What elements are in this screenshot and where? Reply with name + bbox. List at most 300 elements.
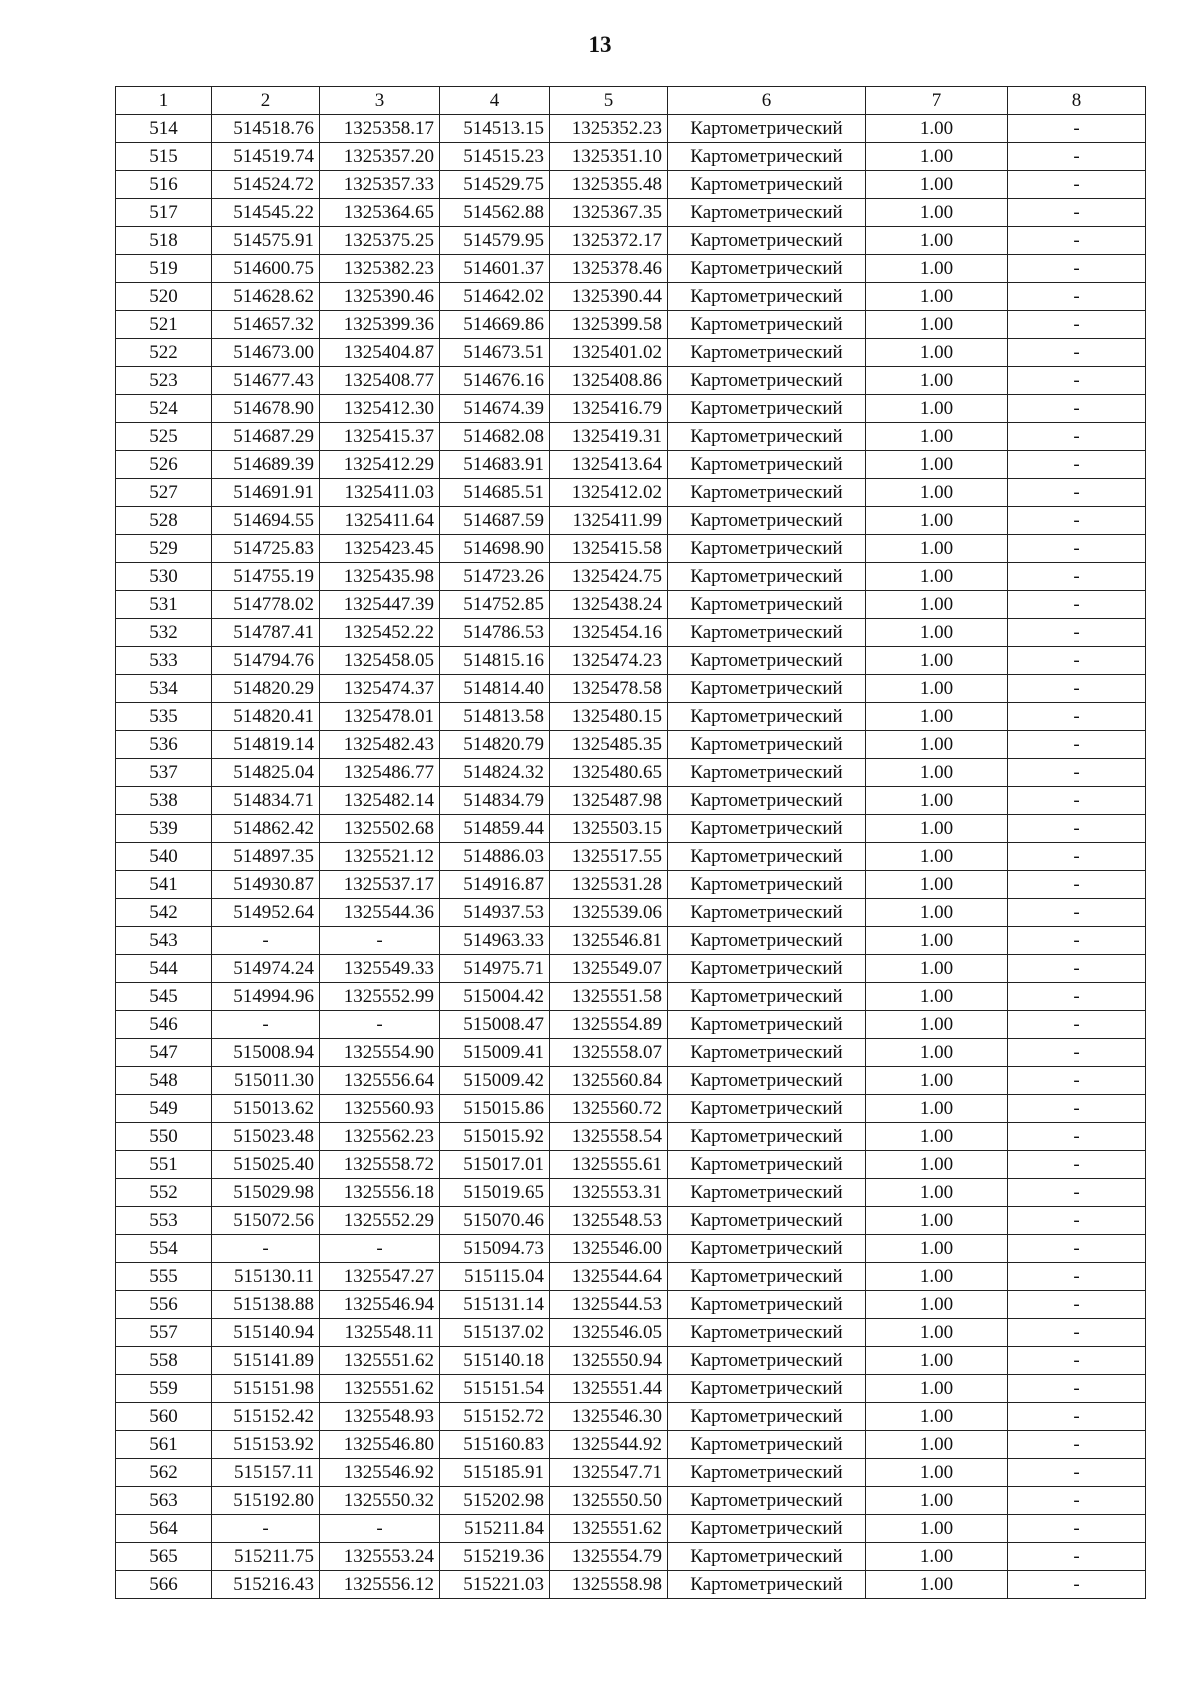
table-cell-col-1: 540 xyxy=(116,843,212,871)
table-cell-col-7: 1.00 xyxy=(866,535,1008,563)
table-cell-col-8: - xyxy=(1008,1263,1146,1291)
table-cell-col-2: 514974.24 xyxy=(212,955,320,983)
table-cell-col-3: 1325412.30 xyxy=(320,395,440,423)
table-cell-col-5: 1325546.30 xyxy=(550,1403,668,1431)
table-cell-col-5: 1325551.58 xyxy=(550,983,668,1011)
table-cell-col-7: 1.00 xyxy=(866,1011,1008,1039)
table-cell-col-7: 1.00 xyxy=(866,1459,1008,1487)
table-cell-col-3: 1325562.23 xyxy=(320,1123,440,1151)
table-cell-col-2: 514691.91 xyxy=(212,479,320,507)
table-row xyxy=(116,1543,1146,1571)
table-cell-col-4: 514834.79 xyxy=(440,787,550,815)
table-cell-col-4: 515219.36 xyxy=(440,1543,550,1571)
table-cell-col-5: 1325487.98 xyxy=(550,787,668,815)
table-cell-col-3: 1325552.99 xyxy=(320,983,440,1011)
table-cell-col-7: 1.00 xyxy=(866,647,1008,675)
table-cell-col-7: 1.00 xyxy=(866,899,1008,927)
table-cell-col-7: 1.00 xyxy=(866,1291,1008,1319)
table-cell-col-5: 1325546.05 xyxy=(550,1319,668,1347)
table-cell-col-8: - xyxy=(1008,423,1146,451)
table-cell-col-8: - xyxy=(1008,983,1146,1011)
table-cell-col-5: 1325485.35 xyxy=(550,731,668,759)
table-cell-col-1: 560 xyxy=(116,1403,212,1431)
table-cell-col-3: - xyxy=(320,1011,440,1039)
table-cell-col-7: 1.00 xyxy=(866,115,1008,143)
table-row xyxy=(116,143,1146,171)
table-cell-col-1: 529 xyxy=(116,535,212,563)
table-cell-col-8: - xyxy=(1008,815,1146,843)
table-cell-col-1: 548 xyxy=(116,1067,212,1095)
table-cell-col-1: 539 xyxy=(116,815,212,843)
table-cell-col-4: 514916.87 xyxy=(440,871,550,899)
table-cell-col-4: 514752.85 xyxy=(440,591,550,619)
table-cell-col-6: Картометрический xyxy=(668,871,866,899)
table-cell-col-4: 514685.51 xyxy=(440,479,550,507)
table-cell-col-2: 514678.90 xyxy=(212,395,320,423)
table-row xyxy=(116,563,1146,591)
table-cell-col-6: Картометрический xyxy=(668,1571,866,1599)
table-cell-col-2: 515157.11 xyxy=(212,1459,320,1487)
table-cell-col-8: - xyxy=(1008,1123,1146,1151)
table-cell-col-7: 1.00 xyxy=(866,1039,1008,1067)
table-row xyxy=(116,815,1146,843)
table-cell-col-1: 546 xyxy=(116,1011,212,1039)
table-cell-col-2: - xyxy=(212,1011,320,1039)
table-cell-col-8: - xyxy=(1008,1291,1146,1319)
table-cell-col-1: 562 xyxy=(116,1459,212,1487)
table-cell-col-5: 1325372.17 xyxy=(550,227,668,255)
table-cell-col-4: 515115.04 xyxy=(440,1263,550,1291)
table-cell-col-2: 515138.88 xyxy=(212,1291,320,1319)
table-cell-col-5: 1325554.89 xyxy=(550,1011,668,1039)
table-cell-col-1: 563 xyxy=(116,1487,212,1515)
table-cell-col-5: 1325408.86 xyxy=(550,367,668,395)
page-number: 13 xyxy=(588,32,612,57)
table-cell-col-7: 1.00 xyxy=(866,1319,1008,1347)
table-cell-col-4: 515211.84 xyxy=(440,1515,550,1543)
table-cell-col-3: 1325556.18 xyxy=(320,1179,440,1207)
table-cell-col-4: 515152.72 xyxy=(440,1403,550,1431)
table-cell-col-1: 518 xyxy=(116,227,212,255)
coordinates-table xyxy=(115,86,1146,1599)
table-cell-col-8: - xyxy=(1008,507,1146,535)
table-cell-col-7: 1.00 xyxy=(866,927,1008,955)
table-row xyxy=(116,451,1146,479)
table-row xyxy=(116,227,1146,255)
table-cell-col-2: 514897.35 xyxy=(212,843,320,871)
table-cell-col-4: 514579.95 xyxy=(440,227,550,255)
table-cell-col-6: Картометрический xyxy=(668,815,866,843)
table-row xyxy=(116,1571,1146,1599)
table-cell-col-8: - xyxy=(1008,675,1146,703)
column-header-6: 6 xyxy=(668,87,866,115)
table-cell-col-8: - xyxy=(1008,955,1146,983)
table-cell-col-4: 515070.46 xyxy=(440,1207,550,1235)
column-header-4: 4 xyxy=(440,87,550,115)
table-cell-col-6: Картометрический xyxy=(668,423,866,451)
table-cell-col-2: 514575.91 xyxy=(212,227,320,255)
table-cell-col-7: 1.00 xyxy=(866,759,1008,787)
column-header-8: 8 xyxy=(1008,87,1146,115)
table-cell-col-1: 514 xyxy=(116,115,212,143)
table-cell-col-3: 1325551.62 xyxy=(320,1347,440,1375)
table-cell-col-3: 1325474.37 xyxy=(320,675,440,703)
table-cell-col-4: 515019.65 xyxy=(440,1179,550,1207)
table-cell-col-7: 1.00 xyxy=(866,675,1008,703)
table-cell-col-4: 514513.15 xyxy=(440,115,550,143)
table-row xyxy=(116,1431,1146,1459)
table-cell-col-8: - xyxy=(1008,1151,1146,1179)
table-cell-col-4: 514824.32 xyxy=(440,759,550,787)
table-cell-col-1: 531 xyxy=(116,591,212,619)
table-cell-col-6: Картометрический xyxy=(668,983,866,1011)
table-cell-col-5: 1325415.58 xyxy=(550,535,668,563)
table-cell-col-6: Картометрический xyxy=(668,1347,866,1375)
table-cell-col-8: - xyxy=(1008,311,1146,339)
table-cell-col-2: 514545.22 xyxy=(212,199,320,227)
table-cell-col-2: 514524.72 xyxy=(212,171,320,199)
table-cell-col-5: 1325551.44 xyxy=(550,1375,668,1403)
table-cell-col-4: 514723.26 xyxy=(440,563,550,591)
table-cell-col-4: 514669.86 xyxy=(440,311,550,339)
table-cell-col-2: 514687.29 xyxy=(212,423,320,451)
table-cell-col-3: 1325357.33 xyxy=(320,171,440,199)
table-cell-col-6: Картометрический xyxy=(668,1179,866,1207)
table-cell-col-2: 514657.32 xyxy=(212,311,320,339)
table-cell-col-6: Картометрический xyxy=(668,563,866,591)
table-cell-col-4: 514698.90 xyxy=(440,535,550,563)
table-cell-col-7: 1.00 xyxy=(866,1515,1008,1543)
table-cell-col-6: Картометрический xyxy=(668,1123,866,1151)
table-cell-col-1: 534 xyxy=(116,675,212,703)
table-cell-col-1: 522 xyxy=(116,339,212,367)
table-cell-col-7: 1.00 xyxy=(866,1571,1008,1599)
table-cell-col-8: - xyxy=(1008,535,1146,563)
table-cell-col-3: 1325552.29 xyxy=(320,1207,440,1235)
table-cell-col-3: 1325415.37 xyxy=(320,423,440,451)
table-cell-col-5: 1325539.06 xyxy=(550,899,668,927)
table-row xyxy=(116,1207,1146,1235)
table-cell-col-2: 515153.92 xyxy=(212,1431,320,1459)
table-row xyxy=(116,311,1146,339)
table-cell-col-5: 1325401.02 xyxy=(550,339,668,367)
table-cell-col-8: - xyxy=(1008,395,1146,423)
table-cell-col-1: 525 xyxy=(116,423,212,451)
table-cell-col-5: 1325424.75 xyxy=(550,563,668,591)
table-cell-col-5: 1325544.92 xyxy=(550,1431,668,1459)
table-cell-col-5: 1325412.02 xyxy=(550,479,668,507)
table-cell-col-6: Картометрический xyxy=(668,1011,866,1039)
table-cell-col-4: 514687.59 xyxy=(440,507,550,535)
table-row xyxy=(116,675,1146,703)
table-cell-col-6: Картометрический xyxy=(668,1263,866,1291)
table-row xyxy=(116,1291,1146,1319)
table-cell-col-2: 515025.40 xyxy=(212,1151,320,1179)
table-cell-col-7: 1.00 xyxy=(866,563,1008,591)
table-cell-col-1: 547 xyxy=(116,1039,212,1067)
table-cell-col-2: - xyxy=(212,927,320,955)
table-row xyxy=(116,955,1146,983)
table-cell-col-8: - xyxy=(1008,1375,1146,1403)
table-cell-col-2: 515141.89 xyxy=(212,1347,320,1375)
table-cell-col-8: - xyxy=(1008,1347,1146,1375)
table-cell-col-1: 543 xyxy=(116,927,212,955)
table-cell-col-5: 1325478.58 xyxy=(550,675,668,703)
table-cell-col-2: 514825.04 xyxy=(212,759,320,787)
table-cell-col-3: 1325399.36 xyxy=(320,311,440,339)
table-cell-col-8: - xyxy=(1008,1403,1146,1431)
table-cell-col-2: 514794.76 xyxy=(212,647,320,675)
table-cell-col-4: 514975.71 xyxy=(440,955,550,983)
table-cell-col-5: 1325547.71 xyxy=(550,1459,668,1487)
table-cell-col-6: Картометрический xyxy=(668,1487,866,1515)
table-cell-col-6: Картометрический xyxy=(668,1403,866,1431)
table-row xyxy=(116,1067,1146,1095)
table-row xyxy=(116,395,1146,423)
table-cell-col-8: - xyxy=(1008,1179,1146,1207)
table-cell-col-1: 532 xyxy=(116,619,212,647)
table-cell-col-6: Картометрический xyxy=(668,591,866,619)
table-cell-col-1: 556 xyxy=(116,1291,212,1319)
table-cell-col-2: 515216.43 xyxy=(212,1571,320,1599)
table-cell-col-3: 1325537.17 xyxy=(320,871,440,899)
table-cell-col-7: 1.00 xyxy=(866,1487,1008,1515)
table-row xyxy=(116,1319,1146,1347)
table-cell-col-3: 1325357.20 xyxy=(320,143,440,171)
table-cell-col-7: 1.00 xyxy=(866,367,1008,395)
table-cell-col-7: 1.00 xyxy=(866,339,1008,367)
table-cell-col-3: 1325478.01 xyxy=(320,703,440,731)
table-cell-col-7: 1.00 xyxy=(866,731,1008,759)
table-cell-col-6: Картометрический xyxy=(668,731,866,759)
table-cell-col-2: 514519.74 xyxy=(212,143,320,171)
table-cell-col-4: 515015.92 xyxy=(440,1123,550,1151)
table-cell-col-4: 514676.16 xyxy=(440,367,550,395)
table-cell-col-8: - xyxy=(1008,1039,1146,1067)
table-cell-col-5: 1325416.79 xyxy=(550,395,668,423)
table-cell-col-8: - xyxy=(1008,731,1146,759)
table-cell-col-1: 565 xyxy=(116,1543,212,1571)
table-cell-col-7: 1.00 xyxy=(866,1431,1008,1459)
table-cell-col-2: 514952.64 xyxy=(212,899,320,927)
table-cell-col-5: 1325550.50 xyxy=(550,1487,668,1515)
table-cell-col-7: 1.00 xyxy=(866,983,1008,1011)
table-cell-col-4: 515009.41 xyxy=(440,1039,550,1067)
table-cell-col-4: 514937.53 xyxy=(440,899,550,927)
column-header-7: 7 xyxy=(866,87,1008,115)
table-cell-col-3: 1325521.12 xyxy=(320,843,440,871)
table-cell-col-7: 1.00 xyxy=(866,1543,1008,1571)
table-cell-col-8: - xyxy=(1008,451,1146,479)
table-cell-col-3: 1325382.23 xyxy=(320,255,440,283)
table-cell-col-6: Картометрический xyxy=(668,255,866,283)
table-row xyxy=(116,927,1146,955)
table-cell-col-3: 1325404.87 xyxy=(320,339,440,367)
table-cell-col-3: 1325546.80 xyxy=(320,1431,440,1459)
table-cell-col-3: 1325447.39 xyxy=(320,591,440,619)
table-cell-col-3: 1325412.29 xyxy=(320,451,440,479)
table-cell-col-8: - xyxy=(1008,199,1146,227)
table-cell-col-4: 514601.37 xyxy=(440,255,550,283)
table-cell-col-4: 514562.88 xyxy=(440,199,550,227)
table-cell-col-4: 514859.44 xyxy=(440,815,550,843)
table-cell-col-4: 514815.16 xyxy=(440,647,550,675)
table-cell-col-2: 515151.98 xyxy=(212,1375,320,1403)
table-cell-col-8: - xyxy=(1008,591,1146,619)
table-cell-col-7: 1.00 xyxy=(866,1123,1008,1151)
header-row xyxy=(116,87,1146,115)
table-cell-col-4: 515004.42 xyxy=(440,983,550,1011)
table-cell-col-4: 514820.79 xyxy=(440,731,550,759)
table-cell-col-4: 515160.83 xyxy=(440,1431,550,1459)
table-cell-col-6: Картометрический xyxy=(668,1067,866,1095)
table-cell-col-7: 1.00 xyxy=(866,1095,1008,1123)
table-cell-col-7: 1.00 xyxy=(866,955,1008,983)
table-row xyxy=(116,507,1146,535)
table-cell-col-2: 514518.76 xyxy=(212,115,320,143)
table-cell-col-5: 1325503.15 xyxy=(550,815,668,843)
table-cell-col-4: 514886.03 xyxy=(440,843,550,871)
table-cell-col-5: 1325480.15 xyxy=(550,703,668,731)
table-cell-col-4: 515015.86 xyxy=(440,1095,550,1123)
table-cell-col-8: - xyxy=(1008,1207,1146,1235)
table-row xyxy=(116,339,1146,367)
table-cell-col-1: 541 xyxy=(116,871,212,899)
table-cell-col-7: 1.00 xyxy=(866,451,1008,479)
table-cell-col-1: 561 xyxy=(116,1431,212,1459)
table-cell-col-1: 550 xyxy=(116,1123,212,1151)
table-cell-col-5: 1325517.55 xyxy=(550,843,668,871)
table-cell-col-1: 554 xyxy=(116,1235,212,1263)
table-row xyxy=(116,871,1146,899)
table-cell-col-3: 1325482.43 xyxy=(320,731,440,759)
table-cell-col-7: 1.00 xyxy=(866,227,1008,255)
table-cell-col-3: 1325546.92 xyxy=(320,1459,440,1487)
table-cell-col-3: 1325486.77 xyxy=(320,759,440,787)
table-cell-col-4: 515137.02 xyxy=(440,1319,550,1347)
table-cell-col-6: Картометрический xyxy=(668,1543,866,1571)
table-cell-col-2: 514673.00 xyxy=(212,339,320,367)
table-cell-col-1: 545 xyxy=(116,983,212,1011)
table-cell-col-2: 514834.71 xyxy=(212,787,320,815)
table-cell-col-7: 1.00 xyxy=(866,1403,1008,1431)
table-cell-col-3: 1325556.12 xyxy=(320,1571,440,1599)
table-cell-col-3: 1325502.68 xyxy=(320,815,440,843)
table-row xyxy=(116,1123,1146,1151)
table-cell-col-3: - xyxy=(320,927,440,955)
table-cell-col-7: 1.00 xyxy=(866,1263,1008,1291)
table-cell-col-7: 1.00 xyxy=(866,703,1008,731)
table-cell-col-6: Картометрический xyxy=(668,647,866,675)
table-cell-col-8: - xyxy=(1008,1543,1146,1571)
column-header-5: 5 xyxy=(550,87,668,115)
table-cell-col-2: 515023.48 xyxy=(212,1123,320,1151)
table-cell-col-1: 535 xyxy=(116,703,212,731)
table-cell-col-6: Картометрический xyxy=(668,1235,866,1263)
table-cell-col-3: 1325408.77 xyxy=(320,367,440,395)
table-cell-col-2: 515192.80 xyxy=(212,1487,320,1515)
table-cell-col-5: 1325553.31 xyxy=(550,1179,668,1207)
table-cell-col-2: 514628.62 xyxy=(212,283,320,311)
table-cell-col-2: 515152.42 xyxy=(212,1403,320,1431)
table-cell-col-5: 1325367.35 xyxy=(550,199,668,227)
table-row xyxy=(116,1039,1146,1067)
table-cell-col-7: 1.00 xyxy=(866,283,1008,311)
table-cell-col-3: 1325411.03 xyxy=(320,479,440,507)
table-cell-col-8: - xyxy=(1008,339,1146,367)
table-cell-col-7: 1.00 xyxy=(866,1347,1008,1375)
table-row xyxy=(116,367,1146,395)
table-cell-col-5: 1325560.72 xyxy=(550,1095,668,1123)
table-cell-col-1: 516 xyxy=(116,171,212,199)
table-cell-col-3: 1325423.45 xyxy=(320,535,440,563)
table-row xyxy=(116,619,1146,647)
table-cell-col-6: Картометрический xyxy=(668,787,866,815)
table-cell-col-3: 1325364.65 xyxy=(320,199,440,227)
table-cell-col-4: 515131.14 xyxy=(440,1291,550,1319)
table-cell-col-4: 514814.40 xyxy=(440,675,550,703)
table-cell-col-6: Картометрический xyxy=(668,227,866,255)
table-cell-col-6: Картометрический xyxy=(668,619,866,647)
table-cell-col-8: - xyxy=(1008,759,1146,787)
table-cell-col-5: 1325551.62 xyxy=(550,1515,668,1543)
table-cell-col-1: 533 xyxy=(116,647,212,675)
table-cell-col-1: 559 xyxy=(116,1375,212,1403)
table-cell-col-5: 1325419.31 xyxy=(550,423,668,451)
table-cell-col-2: 515011.30 xyxy=(212,1067,320,1095)
table-cell-col-5: 1325399.58 xyxy=(550,311,668,339)
table-cell-col-5: 1325544.53 xyxy=(550,1291,668,1319)
table-cell-col-1: 564 xyxy=(116,1515,212,1543)
table-cell-col-3: - xyxy=(320,1515,440,1543)
table-cell-col-1: 553 xyxy=(116,1207,212,1235)
table-row xyxy=(116,759,1146,787)
table-row xyxy=(116,1403,1146,1431)
table-cell-col-2: - xyxy=(212,1235,320,1263)
table-cell-col-2: 514689.39 xyxy=(212,451,320,479)
table-cell-col-2: 515072.56 xyxy=(212,1207,320,1235)
table-cell-col-7: 1.00 xyxy=(866,395,1008,423)
table-cell-col-1: 552 xyxy=(116,1179,212,1207)
table-cell-col-7: 1.00 xyxy=(866,1235,1008,1263)
table-cell-col-7: 1.00 xyxy=(866,171,1008,199)
table-row xyxy=(116,1151,1146,1179)
table-cell-col-8: - xyxy=(1008,479,1146,507)
table-cell-col-1: 520 xyxy=(116,283,212,311)
table-cell-col-1: 521 xyxy=(116,311,212,339)
table-cell-col-2: 514820.29 xyxy=(212,675,320,703)
table-row xyxy=(116,1487,1146,1515)
table-cell-col-7: 1.00 xyxy=(866,1375,1008,1403)
table-cell-col-2: 514677.43 xyxy=(212,367,320,395)
table-cell-col-1: 523 xyxy=(116,367,212,395)
table-row xyxy=(116,731,1146,759)
table-cell-col-8: - xyxy=(1008,255,1146,283)
table-cell-col-8: - xyxy=(1008,115,1146,143)
table-cell-col-1: 542 xyxy=(116,899,212,927)
table-cell-col-1: 558 xyxy=(116,1347,212,1375)
table-cell-col-7: 1.00 xyxy=(866,507,1008,535)
table-cell-col-4: 514683.91 xyxy=(440,451,550,479)
table-cell-col-3: 1325551.62 xyxy=(320,1375,440,1403)
table-cell-col-5: 1325390.44 xyxy=(550,283,668,311)
table-cell-col-5: 1325355.48 xyxy=(550,171,668,199)
table-cell-col-3: 1325482.14 xyxy=(320,787,440,815)
table-cell-col-5: 1325555.61 xyxy=(550,1151,668,1179)
table-row xyxy=(116,1235,1146,1263)
table-cell-col-4: 515221.03 xyxy=(440,1571,550,1599)
table-cell-col-4: 514515.23 xyxy=(440,143,550,171)
